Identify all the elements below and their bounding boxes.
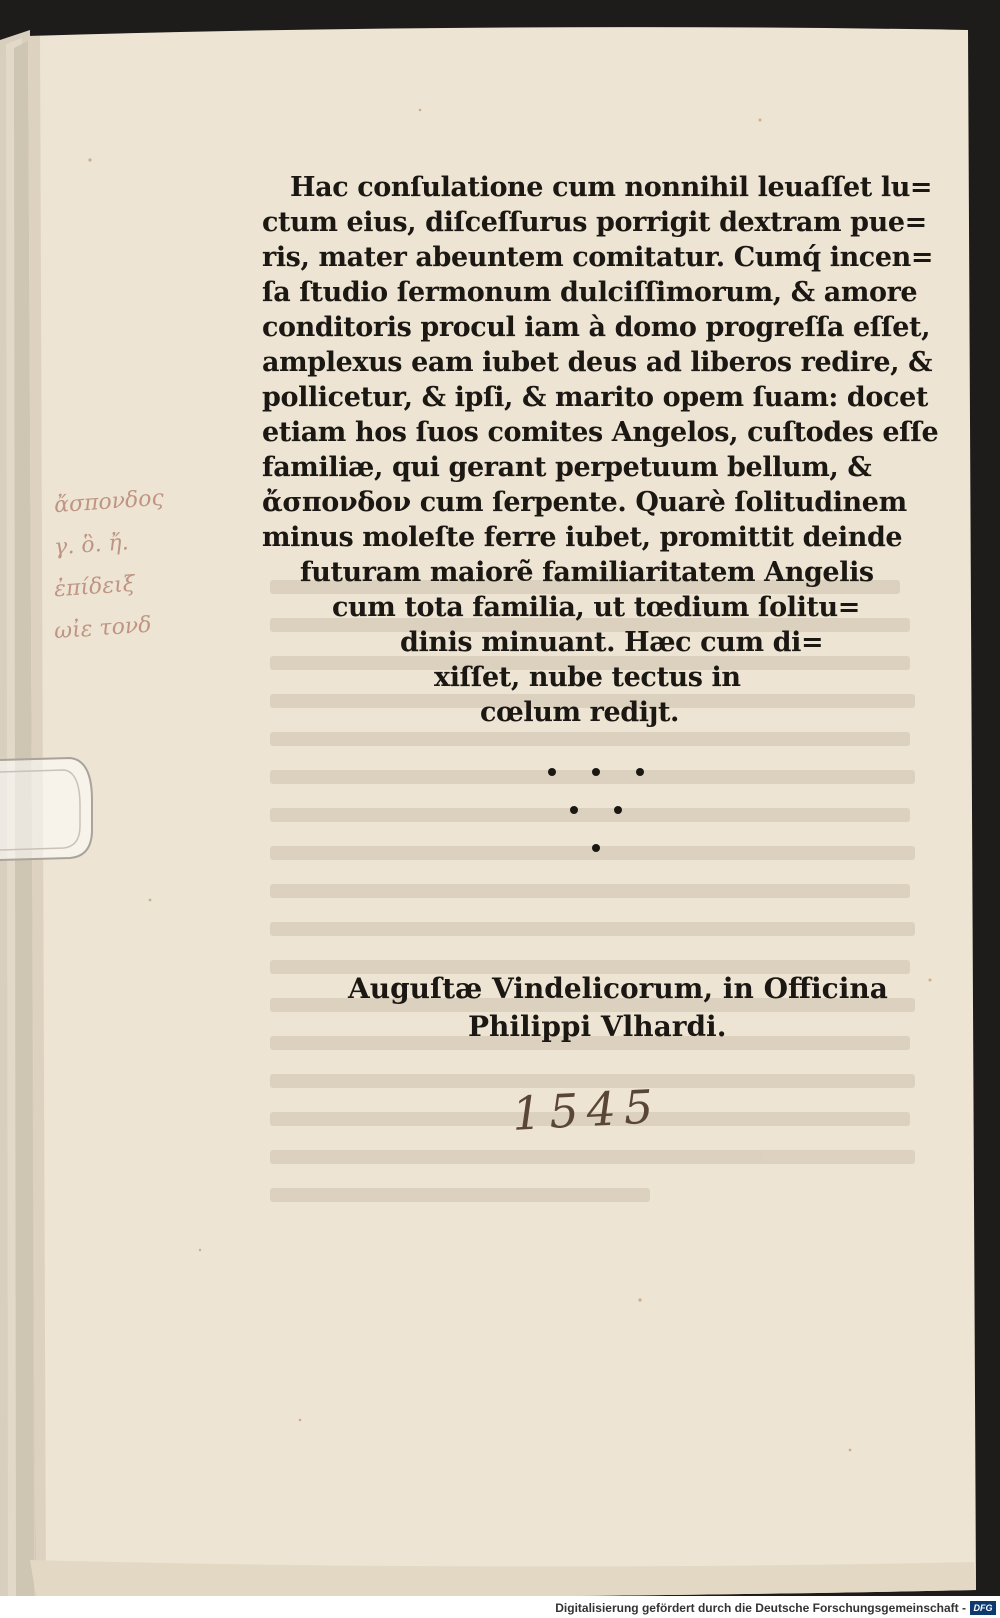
marginalia-line: ωἰε τονδ [53,612,153,645]
text-line: ἄσπονδον cum ſerpente. Quarè ſolitudinem [262,487,907,518]
colophon-line: Auguſtæ Vindelicorum, in Officina [348,972,888,1005]
ornament-dot [592,768,600,776]
text-line: pollicetur, & ipſi, & marito opem ſuam: docet [262,382,928,413]
funding-credit: Digitalisierung gefördert durch die Deutsche Forschungsgemeinschaft - [555,1601,966,1615]
main-text-block [262,170,939,730]
text-line: futuram maiorẽ familiaritatem Angelis [300,557,874,588]
text-line: familiæ, qui gerant perpetuum bellum, & [262,452,872,483]
text-line: etiam hos ſuos comites Angelos, cuſtodes eſſe [262,417,939,448]
dfg-logo: DFG [970,1601,996,1615]
ornament-dot [636,768,644,776]
text-line: ris, mater abeuntem comitatur. Cumq́ incen= [262,242,934,273]
text-line: conditoris procul iam à domo progreſſa eſſet, [262,312,931,343]
marginalia-line: ἐπίδειξ [53,571,136,603]
colophon-line: Philippi Vlhardi. [468,1010,727,1043]
marginalia-line: ἄσπονδος [53,485,165,519]
handwritten-year: 1545 [510,1079,663,1141]
text-line: ſa ſtudio ſermonum dulciſſimorum, & amore [262,277,918,308]
text-line: xiſſet, nube tectus in [434,662,741,693]
text-line: cœlum rediȷt. [480,697,680,728]
text-line: minus moleſte ferre iubet, promittit deinde [262,522,903,553]
text-line: Hac conſulatione cum nonnihil leuaſſet lu= [290,172,933,203]
text-line: ctum eius, diſceſſurus porrigit dextram pue= [262,207,927,238]
ornament-dot [570,806,578,814]
footer-bar [0,1596,1000,1618]
text-line: amplexus eam iubet deus ad liberos redire, & [262,347,933,378]
marginalia-line: γ. ὃ. ἤ. [53,530,130,561]
text-line: cum tota familia, ut tœdium ſolitu= [332,592,860,623]
ornament-dot [614,806,622,814]
ornament-dot [592,844,600,852]
text-line: dinis minuant. Hæc cum di= [400,627,824,658]
handwritten-marginalia [54,478,264,646]
ornament-dot [548,768,556,776]
